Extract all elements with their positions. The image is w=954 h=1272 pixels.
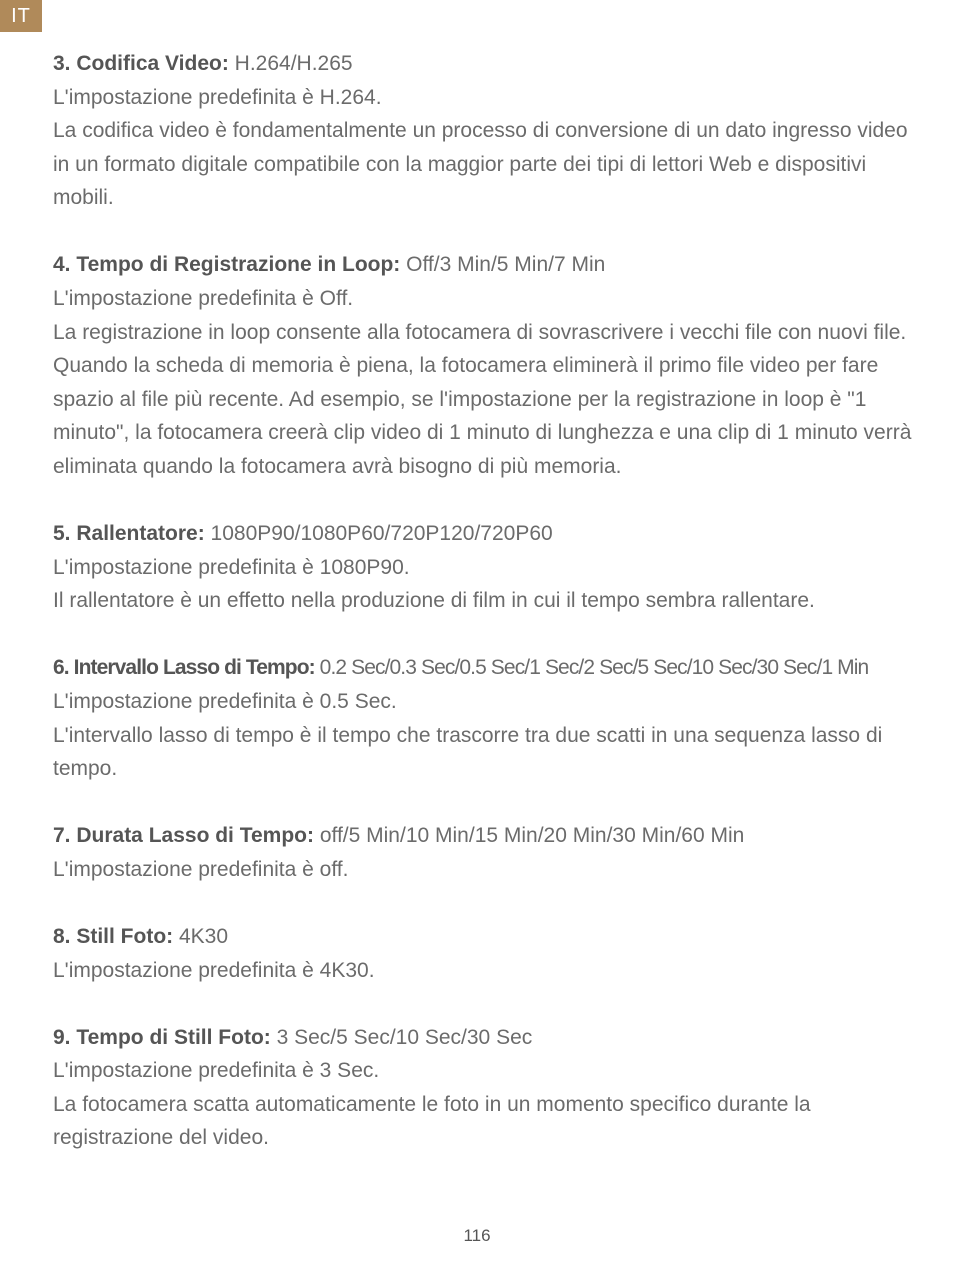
section-time-lapse-duration (53, 819, 923, 886)
section-still-photo-time (53, 1021, 923, 1155)
default-setting: L'impostazione predefinita è H.264. (53, 85, 382, 109)
section-heading (53, 1021, 923, 1055)
heading-label: 4. Tempo di Registrazione in Loop: (53, 253, 401, 277)
heading-label: 6. Intervallo Lasso di Tempo: (53, 656, 315, 680)
heading-label: 5. Rallentatore: (53, 522, 205, 546)
section-description: Il rallentatore è un effetto nella produzione di film in cui il tempo sembra rallentare. (53, 589, 815, 613)
section-heading (53, 819, 923, 853)
heading-value: off/5 Min/10 Min/15 Min/20 Min/30 Min/60 Min (314, 824, 745, 848)
section-heading (53, 651, 923, 685)
default-setting: L'impostazione predefinita è Off. (53, 287, 354, 311)
section-time-lapse-interval (53, 651, 923, 785)
heading-value: H.264/H.265 (228, 52, 353, 75)
section-slow-motion (53, 517, 923, 618)
section-video-codec (53, 47, 923, 215)
default-setting: L'impostazione predefinita è off. (53, 857, 349, 881)
section-heading (53, 248, 923, 282)
heading-value: 4K30 (173, 924, 229, 948)
default-setting: L'impostazione predefinita è 0.5 Sec. (53, 690, 397, 713)
heading-value: 0.2 Sec/0.3 Sec/0.5 Sec/1 Sec/2 Sec/5 Sec/10 Sec/30 Sec/1 Min (314, 656, 869, 680)
heading-value: 1080P90/1080P60/720P120/720P60 (204, 522, 553, 546)
heading-label: 7. Durata Lasso di Tempo: (53, 824, 314, 848)
default-setting: L'impostazione predefinita è 1080P90. (53, 555, 410, 579)
section-description: La fotocamera scatta automaticamente le foto in un momento specifico durante la registrazione del video. (53, 1092, 811, 1150)
default-setting: L'impostazione predefinita è 4K30. (53, 958, 375, 982)
page-number: 116 (463, 1226, 491, 1245)
heading-value: 3 Sec/5 Sec/10 Sec/30 Sec (270, 1025, 533, 1049)
section-loop-recording (53, 248, 923, 483)
section-still-photo (53, 920, 923, 987)
default-setting: L'impostazione predefinita è 3 Sec. (53, 1059, 380, 1083)
section-heading (53, 920, 923, 954)
language-tab: IT (0, 0, 42, 32)
section-heading (53, 47, 923, 81)
section-description: L'intervallo lasso di tempo è il tempo che trascorre tra due scatti in una sequenza lasso di tempo. (53, 723, 883, 781)
heading-label: 8. Still Foto: (53, 924, 174, 948)
heading-label: 9. Tempo di Still Foto: (53, 1025, 271, 1049)
section-heading (53, 517, 923, 551)
heading-value: Off/3 Min/5 Min/7 Min (400, 253, 606, 277)
section-description: La codifica video è fondamentalmente un processo di conversione di un dato ingresso video in un formato digitale compatibile con la maggior parte dei tipi di lettori Web e dispositivi mobili. (53, 119, 908, 210)
manual-content (53, 47, 923, 1189)
section-description: La registrazione in loop consente alla fotocamera di sovrascrivere i vecchi file con nuovi file. Quando la scheda di memoria è piena, la fotocamera eliminerà il primo file video per fare spazio al file più recente. Ad esempio, se l'impostazione per la registrazione in loop è "1 minuto", la fotocamera creerà clip video di 1 minuto di lunghezza e una clip di 1 minuto verrà eliminata quando la fotocamera avrà bisogno di più memoria. (53, 320, 912, 479)
heading-label: 3. Codifica Video: (53, 52, 229, 75)
